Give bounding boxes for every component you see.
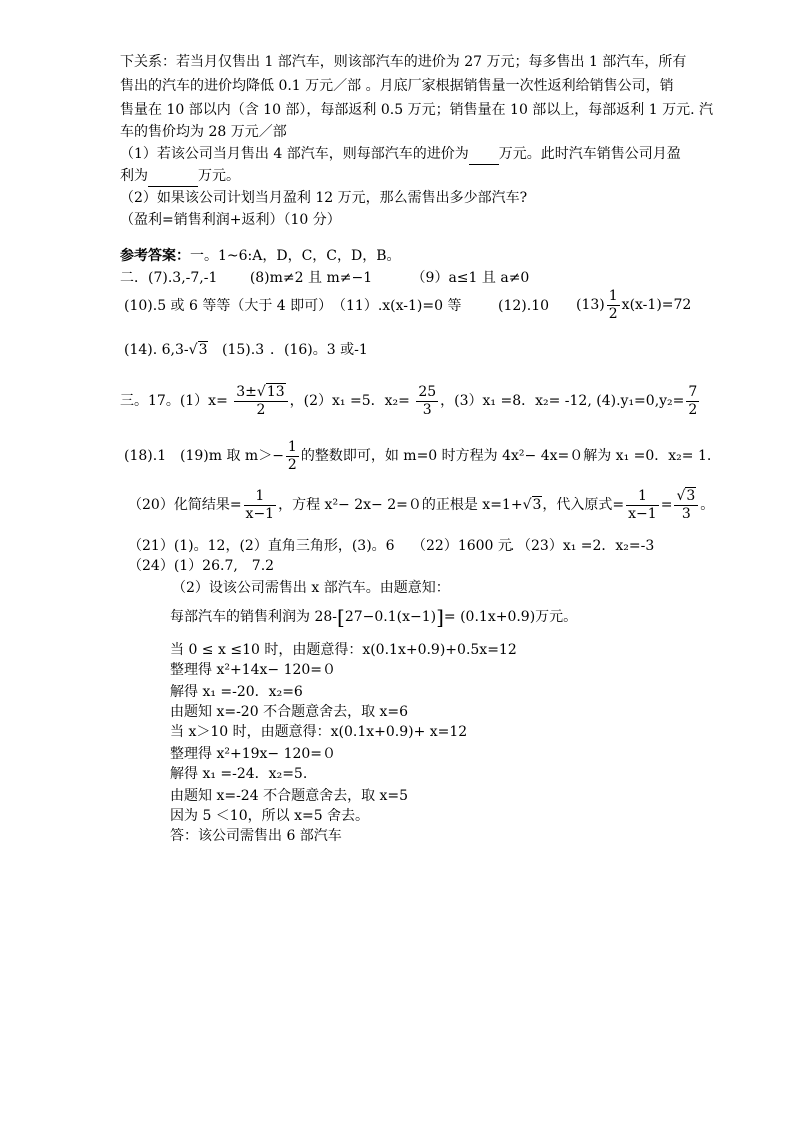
answer-blank-2 bbox=[148, 166, 198, 187]
answer-20-fraction-3 bbox=[674, 488, 698, 523]
answer-13-equation: x(x-1)=72 bbox=[621, 297, 692, 313]
fraction-denominator: 2 bbox=[688, 401, 698, 418]
answer-12: (12).10 bbox=[498, 298, 550, 314]
solution-step-4: 整理得 x²+14x− 120=０ bbox=[170, 662, 337, 678]
fraction-numerator: 1 bbox=[287, 438, 297, 455]
question-1-text-c: 利为 bbox=[120, 168, 148, 184]
solution-step-1: （2）设该公司需售出 x 部汽车。由题意知： bbox=[172, 580, 450, 596]
answers-title: 参考答案： bbox=[120, 248, 190, 264]
radicand: 13 bbox=[266, 383, 285, 400]
question-1-line-2 bbox=[120, 166, 240, 187]
sqrt-symbol: √3 bbox=[188, 342, 208, 358]
answer-11: （11）.x(x-1)=0 等 bbox=[332, 298, 462, 314]
solution-step-11: 因为 5 ＜10，所以 x=5 舍去。 bbox=[170, 808, 370, 824]
step-2-text: 每部汽车的销售利润为 28- bbox=[170, 609, 337, 625]
answer-20 bbox=[128, 486, 714, 524]
answer-17-part-2: ，(2）x₁ =5．x₂= bbox=[289, 393, 410, 409]
solution-step-6: 由题知 x=-20 不合题意舍去，取 x=6 bbox=[170, 704, 409, 720]
fraction-numerator bbox=[674, 488, 698, 506]
answer-17-label: 三。17。(1）x= bbox=[120, 393, 228, 409]
fraction-denominator: 2 bbox=[256, 401, 266, 418]
solution-step-9: 解得 x₁ =-24．x₂=5. bbox=[170, 766, 308, 782]
fraction-numerator: 1 bbox=[626, 488, 659, 506]
answer-15: (15).3 bbox=[222, 342, 265, 358]
answer-10: (10).5 或 6 等等（大于 4 即可） bbox=[124, 298, 333, 314]
question-1-text-b: 万元。此时汽车销售公司月盈 bbox=[498, 146, 681, 162]
fraction-numerator: 7 bbox=[688, 383, 698, 400]
question-1-text-d: 万元。 bbox=[198, 168, 240, 184]
solution-step-2 bbox=[170, 604, 577, 630]
answer-17-part-3: ，(3）x₁ =8．x₂= -12, bbox=[440, 393, 592, 409]
answer-20-equation: ，方程 x²− 2x− 2=０的正根是 x=1+ bbox=[278, 497, 523, 513]
answer-14-text: (14). 6,3- bbox=[124, 342, 189, 358]
answers-part-2: 二．(7).3,-7,-1 (8)m≠2 且 m≠−1 （9）a≤1 且 a≠0 bbox=[120, 270, 530, 286]
question-2: （2）如果该公司计划当月盈利 12 万元，那么需售出多少部汽车? bbox=[120, 190, 528, 206]
sqrt-symbol: √3 bbox=[676, 487, 696, 504]
fraction-numerator bbox=[234, 384, 287, 402]
answer-20-label: （20）化简结果= bbox=[128, 497, 242, 513]
question-1-line bbox=[120, 144, 681, 165]
answers-choice: 一。1~6:A，D，C，C，D，B。 bbox=[190, 248, 401, 264]
answer-17-fraction-3 bbox=[686, 384, 699, 419]
fraction-denominator: 2 bbox=[287, 456, 297, 473]
fraction-denominator: 2 bbox=[608, 305, 618, 322]
answer-24: （24）(1）26.7, 7.2 bbox=[128, 558, 275, 574]
answer-20-substitute: ，代入原式= bbox=[542, 497, 625, 513]
answer-19-text: (19)m 取 m＞− bbox=[180, 448, 284, 464]
answer-22: （22）1600 元 bbox=[412, 538, 512, 554]
answer-23: ．（23）x₁ =2．x₂=-3 bbox=[510, 538, 655, 554]
answer-13-fraction bbox=[607, 288, 620, 323]
left-bracket: [ bbox=[337, 605, 345, 629]
answer-20-fraction-2 bbox=[626, 488, 659, 523]
problem-line-2: 售出的汽车的进价均降低 0.1 万元／部 。月底厂家根据销售量一次性返利给销售公司，销 bbox=[120, 78, 674, 94]
answer-19 bbox=[180, 437, 711, 475]
answer-17 bbox=[120, 380, 701, 422]
solution-step-3: 当 0 ≤ x ≤10 时，由题意得：x(0.1x+0.9)+0.5x=12 bbox=[170, 642, 517, 658]
right-bracket: ] bbox=[436, 605, 444, 629]
fraction-denominator: 3 bbox=[681, 505, 691, 522]
answer-19-equation: 的整数即可，如 m=0 时方程为 4x²− 4x=０解为 x₁ =0．x₂= 1. bbox=[300, 448, 712, 464]
problem-line-1: 下关系：若当月仅售出 1 部汽车，则该部汽车的进价为 27 万元；每多售出 1 部汽车，所有 bbox=[120, 54, 687, 70]
fraction-numerator: 1 bbox=[244, 488, 277, 506]
sqrt-symbol: √13 bbox=[256, 383, 285, 400]
radicand: 3 bbox=[198, 342, 208, 358]
question-2-note: （盈利=销售利润+返利）（10 分） bbox=[120, 212, 341, 228]
fraction-numerator: 25 bbox=[418, 383, 437, 400]
step-2-bracket-expr: 27−0.1(x−1) bbox=[344, 609, 437, 625]
answer-13 bbox=[576, 286, 691, 324]
answer-17-part-4: (4).y₁=0,y₂= bbox=[596, 393, 685, 409]
answer-17-fraction-2 bbox=[416, 384, 438, 419]
numerator-text: 3± bbox=[236, 383, 257, 400]
problem-line-4: 车的售价均为 28 万元／部 bbox=[120, 124, 287, 140]
fraction-denominator: 3 bbox=[422, 401, 432, 418]
fraction-denominator: x−1 bbox=[245, 505, 275, 522]
answer-19-fraction bbox=[286, 439, 299, 474]
problem-line-3: 售量在 10 部以内（含 10 部），每部返利 0.5 万元；销售量在 10 部以上，每部返利 1 万元. 汽 bbox=[120, 102, 714, 118]
answer-13-label: (13) bbox=[576, 297, 605, 313]
solution-step-8: 整理得 x²+19x− 120=０ bbox=[170, 746, 337, 762]
radicand: 3 bbox=[532, 497, 542, 513]
answer-21: （21）(1)。12，(2）直角三角形，(3)。6 bbox=[128, 538, 395, 554]
solution-step-7: 当 x＞10 时，由题意得：x(0.1x+0.9)+ x=12 bbox=[170, 724, 468, 740]
period: 。 bbox=[700, 497, 715, 513]
equals-sign: = bbox=[660, 497, 673, 513]
fraction-denominator: x−1 bbox=[628, 505, 657, 522]
solution-step-5: 解得 x₁ =-20．x₂=6 bbox=[170, 684, 303, 700]
question-1-text-a: （1）若该公司当月售出 4 部汽车，则每部汽车的进价为 bbox=[120, 146, 469, 162]
answer-17-fraction-1 bbox=[234, 384, 287, 419]
sqrt-symbol: √3 bbox=[522, 497, 542, 513]
fraction-numerator: 1 bbox=[608, 287, 618, 304]
answer-blank-1 bbox=[469, 144, 499, 165]
step-2-result: = (0.1x+0.9)万元。 bbox=[443, 609, 578, 625]
answer-20-fraction-1 bbox=[244, 488, 277, 523]
answer-16: ．(16)。3 或-1 bbox=[270, 342, 368, 358]
answers-part-1 bbox=[120, 246, 401, 266]
solution-step-10: 由题知 x=-24 不合题意舍去，取 x=5 bbox=[170, 788, 409, 804]
answer-14 bbox=[124, 340, 208, 360]
solution-answer: 答：该公司需售出 6 部汽车 bbox=[170, 828, 342, 844]
answer-18: (18).1 bbox=[124, 448, 167, 464]
radicand: 3 bbox=[686, 487, 696, 504]
